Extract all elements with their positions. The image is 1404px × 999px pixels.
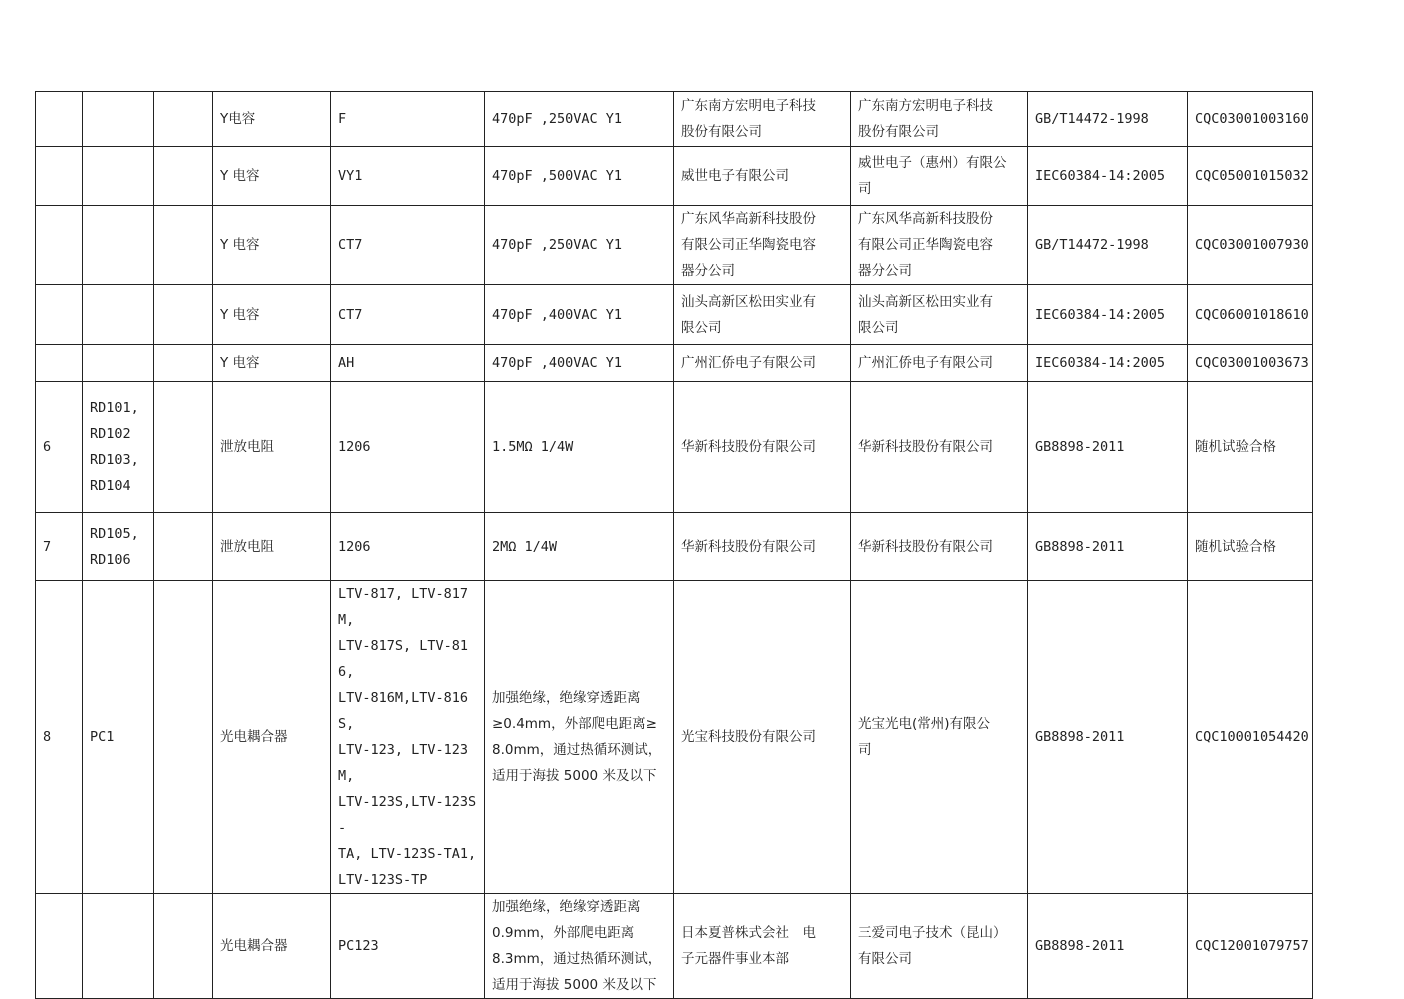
cell-line: 470pF ,400VAC Y1 xyxy=(492,306,623,323)
cell-designator xyxy=(83,285,154,345)
cell-blank xyxy=(154,513,213,581)
table-row xyxy=(36,581,1313,894)
cell-model xyxy=(331,345,485,382)
cell-component-name: 光电耦合器 xyxy=(213,894,331,999)
cell-line: 华新科技股份有限公司 xyxy=(681,538,816,555)
cell-line: LTV-123, LTV-123M, xyxy=(338,742,469,784)
cell-line: 威世电子（惠州）有限公 xyxy=(858,155,1007,171)
cell-line: 汕头高新区松田实业有 xyxy=(858,293,993,310)
cell-line: 光宝科技股份有限公司 xyxy=(681,729,816,745)
table-row xyxy=(36,513,1313,581)
cell-no xyxy=(36,345,83,382)
cell-model xyxy=(331,513,485,581)
cell-blank xyxy=(154,285,213,345)
table-row xyxy=(36,147,1313,206)
cell-manufacturer xyxy=(674,382,851,513)
cell-designator xyxy=(83,147,154,206)
cell-factory xyxy=(851,894,1028,999)
cell-line: 华新科技股份有限公司 xyxy=(858,439,993,455)
cell-standard: GB8898-2011 xyxy=(1028,894,1188,999)
cell-spec xyxy=(485,147,674,206)
cell-manufacturer xyxy=(674,147,851,206)
cell-model xyxy=(331,92,485,147)
cell-manufacturer xyxy=(674,92,851,147)
cell-line: 加强绝缘，绝缘穿透距离 xyxy=(492,899,641,915)
cell-no xyxy=(36,285,83,345)
cell-factory xyxy=(851,147,1028,206)
cell-line: CT7 xyxy=(338,306,363,323)
cell-line: LTV-817S, LTV-816, xyxy=(338,638,469,680)
cell-line: 广州汇侨电子有限公司 xyxy=(858,355,993,371)
cell-line: PC123 xyxy=(338,938,379,954)
cell-spec xyxy=(485,581,674,894)
cell-designator xyxy=(83,345,154,382)
table-row xyxy=(36,206,1313,285)
cell-line: 2MΩ 1/4W xyxy=(492,538,558,555)
cell-spec xyxy=(485,206,674,285)
cell-line: 1.5MΩ 1/4W xyxy=(492,439,574,455)
cell-line: 1206 xyxy=(338,439,371,455)
cell-line: 8.3mm，通过热循环测试， xyxy=(492,951,662,967)
cell-model xyxy=(331,894,485,999)
cell-no xyxy=(36,147,83,206)
cell-line: 司 xyxy=(858,742,872,758)
cell-no: 8 xyxy=(36,581,83,894)
cell-factory xyxy=(851,206,1028,285)
cell-component-name: 泄放电阻 xyxy=(213,382,331,513)
cell-line: RD105, xyxy=(90,525,139,542)
cell-component-name: 光电耦合器 xyxy=(213,581,331,894)
cell-model xyxy=(331,147,485,206)
cell-line: LTV-816M,LTV-816S, xyxy=(338,690,469,732)
cell-line: 470pF ,400VAC Y1 xyxy=(492,355,623,371)
cell-line: 加强绝缘，绝缘穿透距离 xyxy=(492,690,641,706)
cell-line: 限公司 xyxy=(681,319,722,336)
cell-component-name: Y电容 xyxy=(213,92,331,147)
cell-certificate: CQC03001003673 xyxy=(1188,345,1313,382)
cell-blank xyxy=(154,206,213,285)
cell-spec xyxy=(485,345,674,382)
cell-line: 华新科技股份有限公司 xyxy=(681,439,816,455)
cell-manufacturer xyxy=(674,513,851,581)
cell-factory xyxy=(851,513,1028,581)
cell-no: 7 xyxy=(36,513,83,581)
cell-line: RD106 xyxy=(90,551,131,568)
cell-line: CT7 xyxy=(338,237,363,253)
cell-spec xyxy=(485,92,674,147)
table-row xyxy=(36,92,1313,147)
cell-line: 光宝光电(常州)有限公 xyxy=(858,716,991,732)
cell-blank xyxy=(154,382,213,513)
cell-line: 广东南方宏明电子科技 xyxy=(858,98,993,114)
table-body xyxy=(36,92,1313,999)
cell-line: 子元器件事业本部 xyxy=(681,951,789,967)
cell-model xyxy=(331,382,485,513)
cell-line: RD101, xyxy=(90,400,139,416)
cell-component-name: 泄放电阻 xyxy=(213,513,331,581)
cell-line: 广州汇侨电子有限公司 xyxy=(681,355,816,371)
cell-no xyxy=(36,206,83,285)
cell-factory xyxy=(851,92,1028,147)
cell-designator xyxy=(83,894,154,999)
cell-standard: GB/T14472-1998 xyxy=(1028,206,1188,285)
cell-standard: IEC60384-14:2005 xyxy=(1028,285,1188,345)
cell-line: F xyxy=(338,111,347,127)
cell-line: ≥0.4mm，外部爬电距离≥ xyxy=(492,716,657,732)
cell-model xyxy=(331,581,485,894)
cell-designator xyxy=(83,382,154,513)
cell-spec xyxy=(485,894,674,999)
cell-standard: GB8898-2011 xyxy=(1028,382,1188,513)
cell-line: LTV-123S,LTV-123S- xyxy=(338,794,477,836)
cell-line: TA, LTV-123S-TA1, xyxy=(338,846,477,862)
cell-model xyxy=(331,206,485,285)
cell-line: 器分公司 xyxy=(681,263,735,279)
cell-standard: GB8898-2011 xyxy=(1028,581,1188,894)
cell-line: 1206 xyxy=(338,538,371,555)
cell-no: 6 xyxy=(36,382,83,513)
cell-model xyxy=(331,285,485,345)
cell-designator xyxy=(83,206,154,285)
cell-line: 0.9mm，外部爬电距离 xyxy=(492,925,635,941)
components-table xyxy=(35,91,1313,999)
cell-line: 适用于海拔 5000 米及以下 xyxy=(492,977,657,993)
cell-line: 汕头高新区松田实业有 xyxy=(681,293,816,310)
cell-standard: GB/T14472-1998 xyxy=(1028,92,1188,147)
cell-line: 广东风华高新科技股份 xyxy=(681,211,816,227)
cell-component-name: Y 电容 xyxy=(213,147,331,206)
cell-line: 日本夏普株式会社 电 xyxy=(681,925,816,941)
cell-spec xyxy=(485,513,674,581)
cell-manufacturer xyxy=(674,894,851,999)
cell-line: 适用于海拔 5000 米及以下 xyxy=(492,768,657,784)
cell-line: 有限公司 xyxy=(858,951,912,967)
cell-standard: IEC60384-14:2005 xyxy=(1028,345,1188,382)
cell-line: LTV-123S-TP xyxy=(338,872,428,888)
cell-line: RD102 xyxy=(90,426,131,442)
cell-designator xyxy=(83,581,154,894)
cell-line: 司 xyxy=(858,181,872,197)
cell-line: RD104 xyxy=(90,478,131,494)
cell-line: 广东南方宏明电子科技 xyxy=(681,98,816,114)
cell-line: 有限公司正华陶瓷电容 xyxy=(858,237,993,253)
cell-line: 器分公司 xyxy=(858,263,912,279)
cell-no xyxy=(36,894,83,999)
cell-factory xyxy=(851,285,1028,345)
table-row xyxy=(36,894,1313,999)
cell-line: VY1 xyxy=(338,168,363,184)
cell-designator xyxy=(83,92,154,147)
cell-blank xyxy=(154,581,213,894)
cell-line: 8.0mm，通过热循环测试， xyxy=(492,742,662,758)
cell-designator xyxy=(83,513,154,581)
cell-manufacturer xyxy=(674,581,851,894)
cell-no xyxy=(36,92,83,147)
cell-blank xyxy=(154,894,213,999)
cell-line: 470pF ,500VAC Y1 xyxy=(492,168,623,184)
cell-certificate: CQC03001003160 xyxy=(1188,92,1313,147)
cell-certificate: 随机试验合格 xyxy=(1188,382,1313,513)
table-row xyxy=(36,285,1313,345)
cell-certificate: CQC03001007930 xyxy=(1188,206,1313,285)
cell-certificate: CQC05001015032 xyxy=(1188,147,1313,206)
cell-standard: IEC60384-14:2005 xyxy=(1028,147,1188,206)
cell-blank xyxy=(154,147,213,206)
cell-factory xyxy=(851,581,1028,894)
table-row xyxy=(36,382,1313,513)
cell-blank xyxy=(154,345,213,382)
cell-component-name: Y 电容 xyxy=(213,285,331,345)
cell-line: 有限公司正华陶瓷电容 xyxy=(681,237,816,253)
cell-line: 股份有限公司 xyxy=(681,124,762,140)
cell-standard: GB8898-2011 xyxy=(1028,513,1188,581)
cell-line: 470pF ,250VAC Y1 xyxy=(492,237,623,253)
cell-line: 股份有限公司 xyxy=(858,124,939,140)
cell-factory xyxy=(851,382,1028,513)
cell-blank xyxy=(154,92,213,147)
cell-spec xyxy=(485,285,674,345)
cell-certificate: CQC06001018610 xyxy=(1188,285,1313,345)
cell-certificate: CQC12001079757 xyxy=(1188,894,1313,999)
cell-spec xyxy=(485,382,674,513)
cell-certificate: CQC10001054420 xyxy=(1188,581,1313,894)
cell-manufacturer xyxy=(674,206,851,285)
cell-line: LTV-817, LTV-817M, xyxy=(338,586,469,628)
cell-line: 限公司 xyxy=(858,319,899,336)
cell-line: 威世电子有限公司 xyxy=(681,168,789,184)
cell-manufacturer xyxy=(674,285,851,345)
cell-manufacturer xyxy=(674,345,851,382)
cell-line: RD103, xyxy=(90,452,139,468)
cell-line: 470pF ,250VAC Y1 xyxy=(492,111,623,127)
cell-line: PC1 xyxy=(90,729,115,745)
table-row xyxy=(36,345,1313,382)
cell-line: 华新科技股份有限公司 xyxy=(858,538,993,555)
cell-factory xyxy=(851,345,1028,382)
cell-line: 三爱司电子技术（昆山） xyxy=(858,925,1007,941)
cell-component-name: Y 电容 xyxy=(213,206,331,285)
cell-line: AH xyxy=(338,355,355,371)
cell-line: 广东风华高新科技股份 xyxy=(858,211,993,227)
cell-certificate: 随机试验合格 xyxy=(1188,513,1313,581)
cell-component-name: Y 电容 xyxy=(213,345,331,382)
